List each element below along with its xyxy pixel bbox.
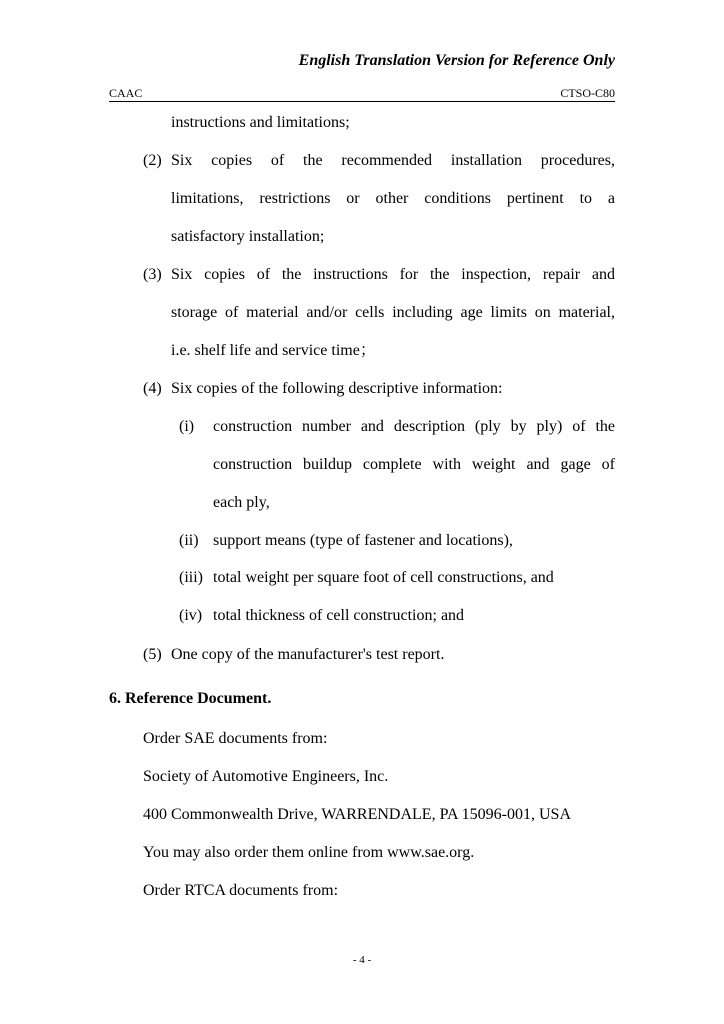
header-rule	[109, 101, 615, 102]
item-2-line-1: Six copies of the recommended installation procedures,	[171, 152, 615, 169]
section-6-line-2: Society of Automotive Engineers, Inc.	[143, 768, 389, 785]
item-5-text: One copy of the manufacturer's test report.	[171, 646, 445, 663]
subitem-iv-number: (iv)	[179, 607, 203, 624]
subitem-i-line-3: each ply,	[213, 494, 270, 511]
item-3-line-1: Six copies of the instructions for the inspection, repair and	[171, 266, 615, 283]
section-6-line-5: Order RTCA documents from:	[143, 882, 339, 899]
section-6-line-3: 400 Commonwealth Drive, WARRENDALE, PA 15096-001, USA	[143, 806, 571, 823]
item-3-line-3: i.e. shelf life and service time；	[171, 342, 376, 359]
item-5-number: (5)	[143, 646, 162, 663]
header-right-doc-id: CTSO-C80	[560, 86, 615, 100]
section-6-heading: 6. Reference Document.	[109, 690, 272, 707]
subitem-i-line-1: construction number and description (ply by ply) of the	[213, 418, 615, 435]
item-3-line-2: storage of material and/or cells including age limits on material,	[171, 304, 615, 321]
subitem-iv-line-1: total thickness of cell construction; and	[213, 607, 465, 624]
item-2-line-2: limitations, restrictions or other conditions pertinent to a	[171, 190, 615, 207]
section-6-line-4: You may also order them online from www.sae.org.	[143, 844, 475, 861]
translation-banner: English Translation Version for Reference Only	[298, 52, 615, 69]
section-6-line-1: Order SAE documents from:	[143, 730, 328, 747]
header-left-caac: CAAC	[109, 86, 143, 100]
item-3-number: (3)	[143, 266, 162, 283]
item-2-number: (2)	[143, 152, 162, 169]
page-number: - 4 -	[352, 954, 372, 966]
subitem-iii-line-1: total weight per square foot of cell constructions, and	[213, 569, 554, 586]
subitem-ii-line-1: support means (type of fastener and locations),	[213, 532, 513, 549]
subitem-i-number: (i)	[179, 418, 195, 435]
subitem-i-line-2: construction buildup complete with weight and gage of	[213, 456, 615, 473]
subitem-iii-number: (iii)	[179, 569, 203, 586]
subitem-ii-number: (ii)	[179, 532, 199, 549]
item-4-number: (4)	[143, 380, 162, 397]
item-4-text: Six copies of the following descriptive information:	[171, 380, 503, 397]
item-2-line-3: satisfactory installation;	[171, 228, 325, 245]
continuation-line: instructions and limitations;	[171, 114, 350, 131]
